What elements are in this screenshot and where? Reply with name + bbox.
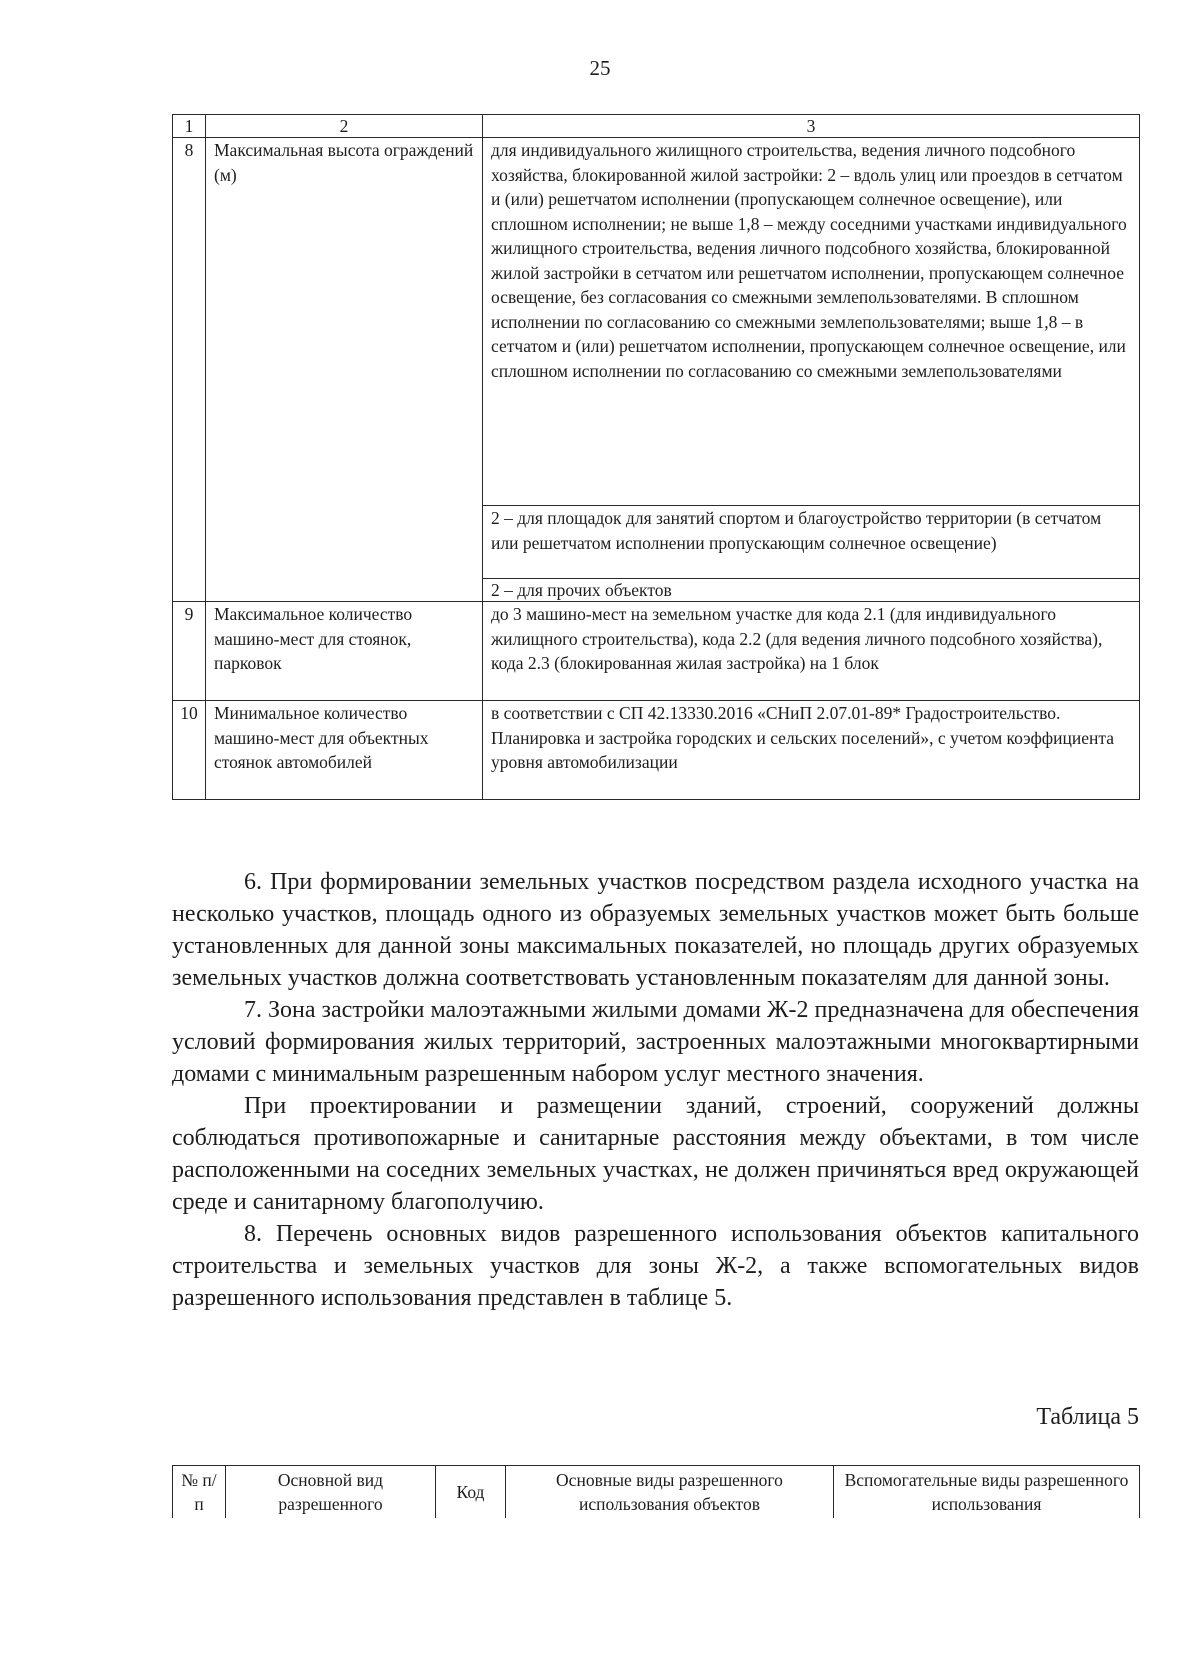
body-text	[172, 866, 1139, 1314]
row-value: до 3 машино-мест на земельном участке для кода 2.1 (для индивидуального жилищного строительства), кода 2.2 (для ведения личного подсобного хозяйства), кода 2.3 (блокированная жилая застройка) на 1 блок	[483, 602, 1140, 701]
row-parameter-name: Максимальная высота ограждений (м)	[206, 138, 483, 602]
header-col-3: 3	[483, 115, 1140, 138]
header-number: № п/п	[173, 1466, 226, 1519]
table-header-row	[173, 1466, 1140, 1519]
header-code: Код	[436, 1466, 506, 1519]
paragraph: 8. Перечень основных видов разрешенного использования объектов капитального строительства и земельных участков для зоны Ж-2, а также вспомогательных видов разрешенного использования представлен в таблице 5.	[172, 1221, 1139, 1311]
row-parameter-name: Максимальное количество машино-мест для стоянок, парковок	[206, 602, 483, 701]
row-number: 8	[173, 138, 206, 602]
header-col-2: 2	[206, 115, 483, 138]
row-number: 9	[173, 602, 206, 701]
table-caption: Таблица 5	[1036, 1404, 1139, 1430]
row-value: в соответствии с СП 42.13330.2016 «СНиП 2.07.01-89* Градостроительство. Планировка и застройка городских и сельских поселений», с учетом коэффициента уровня автомобилизации	[483, 701, 1140, 800]
row-parameter-name: Минимальное количество машино-мест для объектных стоянок автомобилей	[206, 701, 483, 800]
paragraph: 6. При формировании земельных участков посредством раздела исходного участка на несколько участков, площадь одного из образуемых земельных участков может быть больше установленных для данной зоны максимальных показателей, но площадь других образуемых земельных участков должна соответствовать установленным показателям для данной зоны.	[172, 869, 1139, 991]
row-number: 10	[173, 701, 206, 800]
table-row	[173, 602, 1140, 701]
header-col-1: 1	[173, 115, 206, 138]
header-main-uses: Основные виды разрешенного использования объектов	[506, 1466, 834, 1519]
table-row	[173, 701, 1140, 800]
table-5-header	[172, 1465, 1140, 1518]
header-main-use: Основной вид разрешенного	[226, 1466, 436, 1519]
paragraph: 7. Зона застройки малоэтажными жилыми домами Ж-2 предназначена для обеспечения условий формирования жилых территорий, застроенных малоэтажными многоквартирными домами с минимальным разрешенным набором услуг местного значения.	[172, 997, 1139, 1087]
row-value: 2 – для прочих объектов	[483, 579, 1140, 602]
header-auxiliary-uses: Вспомогательные виды разрешенного использования	[834, 1466, 1140, 1519]
row-value: 2 – для площадок для занятий спортом и благоустройство территории (в сетчатом или решетчатом исполнении пропускающим солнечное освещение)	[483, 506, 1140, 579]
table-header-row	[173, 115, 1140, 138]
page-number: 25	[589, 56, 611, 80]
parameters-table	[172, 114, 1140, 800]
row-value: для индивидуального жилищного строительства, ведения личного подсобного хозяйства, блокированной жилой застройки: 2 – вдоль улиц или проездов в сетчатом и (или) решетчатом исполнении (пропускающем солнечное освещение), или сплошном исполнении; не выше 1,8 – между соседними участками индивидуального жилищного строительства, ведения личного подсобного хозяйства, блокированной жилой застройки в сетчатом или решетчатом исполнении, пропускающем солнечное освещение, без согласования со смежными землепользователями. В сплошном исполнении по согласованию со смежными землепользователями; выше 1,8 – в сетчатом и (или) решетчатом исполнении, пропускающем солнечное освещение, или сплошном исполнении по согласованию со смежными землепользователями	[483, 138, 1140, 506]
paragraph: При проектировании и размещении зданий, строений, сооружений должны соблюдаться противопожарные и санитарные расстояния между объектами, в том числе расположенными на соседних земельных участках, не должен причиняться вред окружающей среде и санитарному благополучию.	[172, 1093, 1139, 1215]
table-row	[173, 138, 1140, 506]
